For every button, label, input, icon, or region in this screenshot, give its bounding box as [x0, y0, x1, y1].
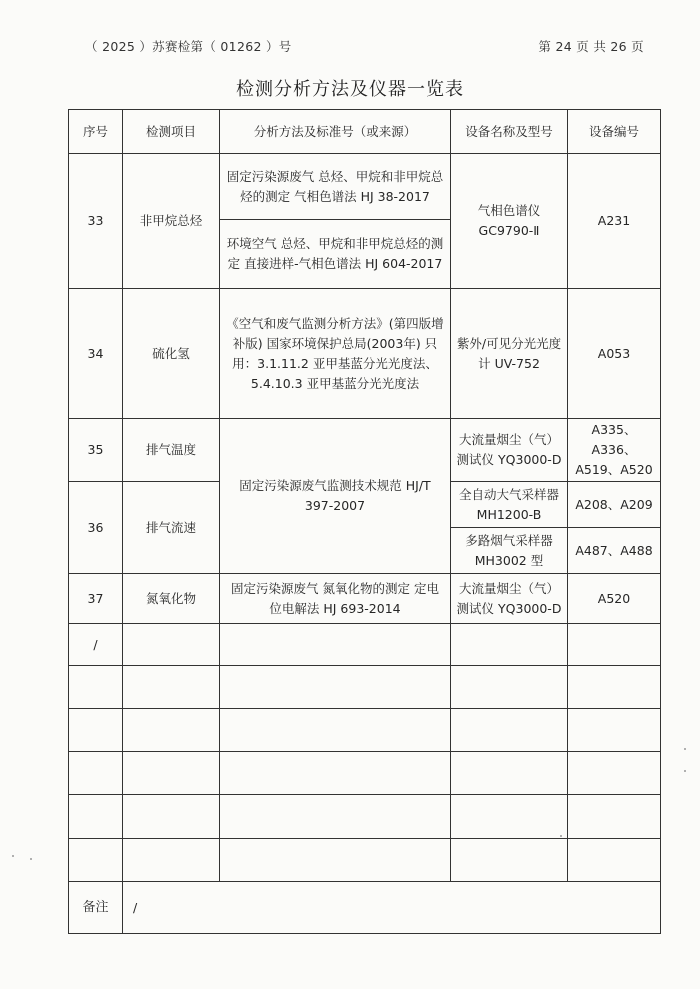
- blank-row: [69, 624, 661, 666]
- row-item: 非甲烷总烃: [123, 154, 220, 289]
- blank-row: [69, 839, 661, 882]
- row-method: 《空气和废气监测分析方法》(第四版增补版) 国家环境保护总局(2003年) 只用：3.1.11.2 亚甲基蓝分光光度法、5.4.10.3 亚甲基蓝分光光度法: [220, 289, 451, 419]
- row-item: 氮氧化物: [123, 574, 220, 624]
- blank-row-mark: /: [69, 624, 123, 666]
- row-no: 35: [69, 419, 123, 482]
- row-code: A208、A209: [568, 482, 661, 528]
- blank-row: [69, 709, 661, 752]
- row-code: A487、A488: [568, 528, 661, 574]
- row-method: 固定污染源废气 氮氧化物的测定 定电位电解法 HJ 693-2014: [220, 574, 451, 624]
- row-no: 36: [69, 482, 123, 574]
- row-no: 37: [69, 574, 123, 624]
- scan-speck: [684, 748, 686, 750]
- scan-speck: [30, 858, 32, 860]
- remark-row: [69, 882, 661, 934]
- page-indicator: 第 24 页 共 26 页: [538, 39, 644, 54]
- row-code: A231: [568, 154, 661, 289]
- row-method-shared: 固定污染源废气监测技术规范 HJ/T 397-2007: [220, 419, 451, 574]
- row-code: A520: [568, 574, 661, 624]
- scan-speck: [560, 835, 562, 837]
- table-row: [69, 419, 661, 482]
- row-equipment: 气相色谱仪 GC9790-Ⅱ: [451, 154, 568, 289]
- row-code: A053: [568, 289, 661, 419]
- col-header-method: 分析方法及标准号（或来源）: [220, 110, 451, 154]
- blank-row: [69, 666, 661, 709]
- row-item: 排气温度: [123, 419, 220, 482]
- row-equipment: 紫外/可见分光光度计 UV-752: [451, 289, 568, 419]
- col-header-code: 设备编号: [568, 110, 661, 154]
- table-row: [69, 289, 661, 419]
- col-header-no: 序号: [69, 110, 123, 154]
- row-equipment: 全自动大气采样器 MH1200-B: [451, 482, 568, 528]
- methods-instruments-table: [68, 109, 661, 934]
- row-equipment: 多路烟气采样器 MH3002 型: [451, 528, 568, 574]
- row-equipment: 大流量烟尘（气）测试仪 YQ3000-D: [451, 574, 568, 624]
- col-header-item: 检测项目: [123, 110, 220, 154]
- row-item: 排气流速: [123, 482, 220, 574]
- page-title: 检测分析方法及仪器一览表: [236, 79, 464, 100]
- remark-label: 备注: [69, 882, 123, 934]
- row-equipment: 大流量烟尘（气）测试仪 YQ3000-D: [451, 419, 568, 482]
- row-no: 34: [69, 289, 123, 419]
- col-header-equipment: 设备名称及型号: [451, 110, 568, 154]
- scan-speck: [684, 770, 686, 772]
- row-code: A335、A336、A519、A520: [568, 419, 661, 482]
- table-row: [69, 574, 661, 624]
- report-number: （ 2025 ）苏赛检第（ 01262 ）号: [85, 39, 292, 54]
- remark-value: /: [123, 882, 661, 934]
- blank-row: [69, 752, 661, 795]
- row-method: 固定污染源废气 总烃、甲烷和非甲烷总烃的测定 气相色谱法 HJ 38-2017: [220, 154, 451, 220]
- row-no: 33: [69, 154, 123, 289]
- row-method: 环境空气 总烃、甲烷和非甲烷总烃的测定 直接进样-气相色谱法 HJ 604-2017: [220, 220, 451, 289]
- scan-speck: [12, 855, 14, 857]
- table-row: [69, 154, 661, 220]
- table-header-row: [69, 110, 661, 154]
- blank-row: [69, 795, 661, 839]
- row-item: 硫化氢: [123, 289, 220, 419]
